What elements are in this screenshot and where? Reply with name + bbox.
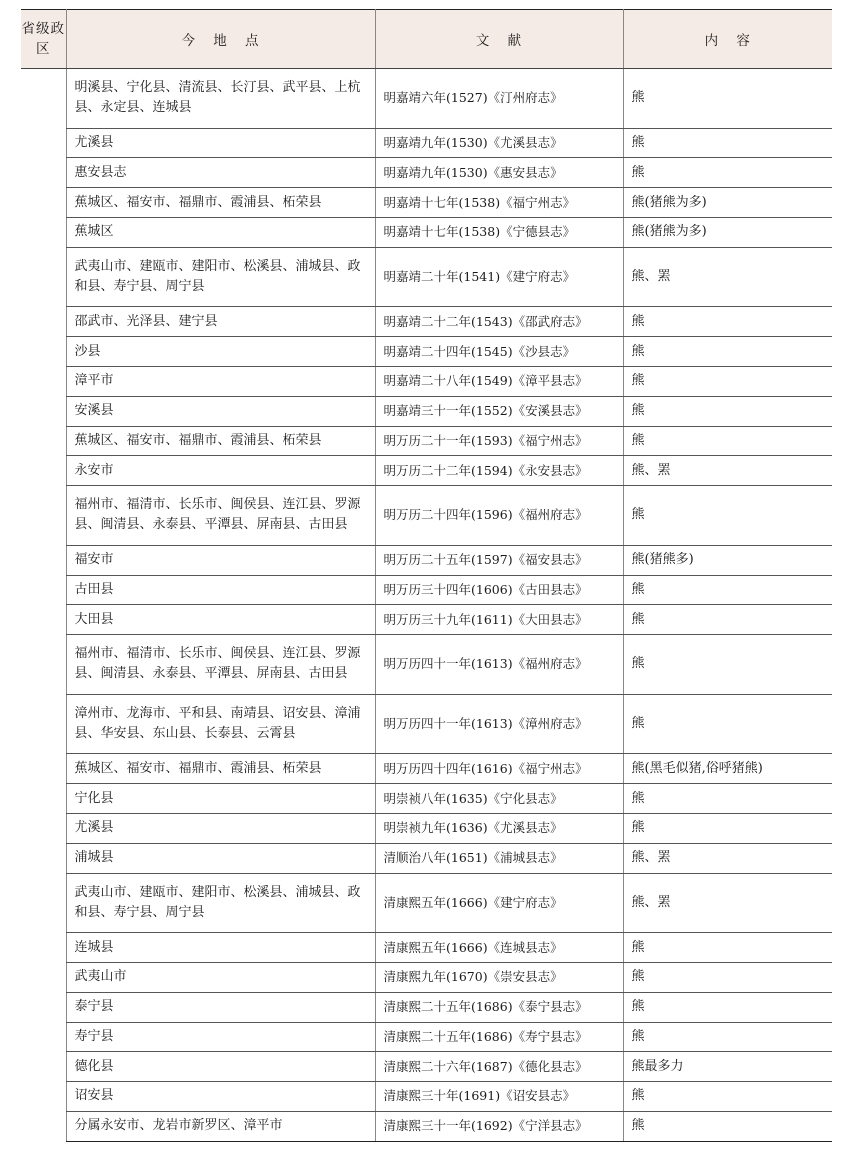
document-cell: 明嘉靖二十年(1541)《建宁府志》 [375,247,623,307]
content-cell: 熊最多力 [623,1052,832,1082]
document-cell: 明万历四十四年(1616)《福宁州志》 [375,754,623,784]
content-cell: 熊 [623,366,832,396]
table-row [21,992,832,1022]
place-cell: 武夷山市 [66,962,375,992]
content-cell: 熊 [623,933,832,963]
document-cell: 清康熙九年(1670)《崇安县志》 [375,962,623,992]
table-row [21,366,832,396]
records-table [21,9,832,1142]
document-cell: 明万历二十五年(1597)《福安县志》 [375,545,623,575]
place-cell: 武夷山市、建瓯市、建阳市、松溪县、浦城县、政和县、寿宁县、周宁县 [66,247,375,307]
table-row [21,1022,832,1052]
place-cell: 福州市、福清市、长乐市、闽侯县、连江县、罗源县、闽清县、永泰县、平潭县、屏南县、古田县 [66,486,375,546]
content-cell: 熊 [623,69,832,129]
document-cell: 明嘉靖三十一年(1552)《安溪县志》 [375,396,623,426]
table-row [21,635,832,695]
content-cell: 熊、罴 [623,456,832,486]
place-cell: 浦城县 [66,843,375,873]
place-cell: 永安市 [66,456,375,486]
place-cell: 蕉城区、福安市、福鼎市、霞浦县、柘荣县 [66,188,375,218]
place-cell: 蕉城区、福安市、福鼎市、霞浦县、柘荣县 [66,754,375,784]
document-cell: 明万历三十九年(1611)《大田县志》 [375,605,623,635]
place-cell: 连城县 [66,933,375,963]
table-row [21,754,832,784]
content-cell: 熊 [623,694,832,754]
content-cell: 熊 [623,396,832,426]
document-cell: 明嘉靖二十八年(1549)《漳平县志》 [375,366,623,396]
place-cell: 明溪县、宁化县、清流县、长汀县、武平县、上杭县、永定县、连城县 [66,69,375,129]
content-cell: 熊(猪熊为多) [623,188,832,218]
content-cell: 熊(猪熊多) [623,545,832,575]
place-cell: 福州市、福清市、长乐市、闽侯县、连江县、罗源县、闽清县、永泰县、平潭县、屏南县、古田县 [66,635,375,695]
table-row [21,605,832,635]
document-cell: 明嘉靖二十四年(1545)《沙县志》 [375,337,623,367]
place-cell: 安溪县 [66,396,375,426]
document-cell: 明万历二十四年(1596)《福州府志》 [375,486,623,546]
content-cell: 熊 [623,307,832,337]
table-header [21,10,832,69]
place-cell: 武夷山市、建瓯市、建阳市、松溪县、浦城县、政和县、寿宁县、周宁县 [66,873,375,933]
table-row [21,128,832,158]
document-cell: 明嘉靖九年(1530)《尤溪县志》 [375,128,623,158]
table-row [21,426,832,456]
place-cell: 沙县 [66,337,375,367]
table-row [21,575,832,605]
content-cell: 熊、罴 [623,843,832,873]
place-cell: 惠安县志 [66,158,375,188]
document-cell: 明嘉靖十七年(1538)《福宁州志》 [375,188,623,218]
table-row [21,188,832,218]
content-cell: 熊 [623,337,832,367]
place-cell: 尤溪县 [66,128,375,158]
table-row [21,813,832,843]
table-row [21,1082,832,1112]
header-province: 省级政区 [21,10,66,69]
table-row [21,843,832,873]
place-cell: 大田县 [66,605,375,635]
table-row [21,873,832,933]
content-cell: 熊 [623,1111,832,1141]
content-cell: 熊 [623,158,832,188]
content-cell: 熊 [623,486,832,546]
content-cell: 熊 [623,962,832,992]
content-cell: 熊 [623,784,832,814]
table-row [21,217,832,247]
document-cell: 明崇祯八年(1635)《宁化县志》 [375,784,623,814]
header-document: 文 献 [375,10,623,69]
place-cell: 寿宁县 [66,1022,375,1052]
content-cell: 熊 [623,813,832,843]
document-cell: 清康熙二十六年(1687)《德化县志》 [375,1052,623,1082]
place-cell: 邵武市、光泽县、建宁县 [66,307,375,337]
document-cell: 明嘉靖二十二年(1543)《邵武府志》 [375,307,623,337]
table-body [21,69,832,1142]
place-cell: 诏安县 [66,1082,375,1112]
table-row [21,396,832,426]
table-row [21,962,832,992]
content-cell: 熊 [623,426,832,456]
content-cell: 熊 [623,128,832,158]
table-row [21,486,832,546]
table-row [21,933,832,963]
table-row [21,247,832,307]
content-cell: 熊 [623,575,832,605]
document-cell: 清顺治八年(1651)《浦城县志》 [375,843,623,873]
table-row [21,1111,832,1141]
document-cell: 明嘉靖十七年(1538)《宁德县志》 [375,217,623,247]
document-cell: 明万历四十一年(1613)《漳州府志》 [375,694,623,754]
document-cell: 明嘉靖九年(1530)《惠安县志》 [375,158,623,188]
header-place: 今 地 点 [66,10,375,69]
document-cell: 清康熙三十一年(1692)《宁洋县志》 [375,1111,623,1141]
place-cell: 漳州市、龙海市、平和县、南靖县、诏安县、漳浦县、华安县、东山县、长泰县、云霄县 [66,694,375,754]
content-cell: 熊(黑毛似猪,俗呼猪熊) [623,754,832,784]
document-cell: 清康熙五年(1666)《建宁府志》 [375,873,623,933]
content-cell: 熊 [623,1082,832,1112]
table-row [21,545,832,575]
document-cell: 清康熙五年(1666)《连城县志》 [375,933,623,963]
content-cell: 熊(猪熊为多) [623,217,832,247]
table-row [21,1052,832,1082]
content-cell: 熊 [623,605,832,635]
place-cell: 分属永安市、龙岩市新罗区、漳平市 [66,1111,375,1141]
document-cell: 清康熙二十五年(1686)《寿宁县志》 [375,1022,623,1052]
table-row [21,69,832,129]
place-cell: 漳平市 [66,366,375,396]
document-cell: 明万历二十二年(1594)《永安县志》 [375,456,623,486]
place-cell: 福安市 [66,545,375,575]
content-cell: 熊、罴 [623,247,832,307]
place-cell: 古田县 [66,575,375,605]
table-row [21,456,832,486]
document-cell: 明嘉靖六年(1527)《汀州府志》 [375,69,623,129]
table-row [21,307,832,337]
content-cell: 熊 [623,992,832,1022]
content-cell: 熊 [623,1022,832,1052]
table-row [21,337,832,367]
place-cell: 蕉城区、福安市、福鼎市、霞浦县、柘荣县 [66,426,375,456]
document-cell: 明万历三十四年(1606)《古田县志》 [375,575,623,605]
content-cell: 熊、罴 [623,873,832,933]
header-content: 内 容 [623,10,832,69]
place-cell: 泰宁县 [66,992,375,1022]
document-cell: 清康熙二十五年(1686)《泰宁县志》 [375,992,623,1022]
table-row [21,694,832,754]
province-cell [21,69,66,1142]
document-cell: 明万历四十一年(1613)《福州府志》 [375,635,623,695]
table-row [21,158,832,188]
document-cell: 明崇祯九年(1636)《尤溪县志》 [375,813,623,843]
content-cell: 熊 [623,635,832,695]
table-row [21,784,832,814]
place-cell: 德化县 [66,1052,375,1082]
place-cell: 宁化县 [66,784,375,814]
place-cell: 尤溪县 [66,813,375,843]
place-cell: 蕉城区 [66,217,375,247]
document-cell: 明万历二十一年(1593)《福宁州志》 [375,426,623,456]
document-cell: 清康熙三十年(1691)《诏安县志》 [375,1082,623,1112]
